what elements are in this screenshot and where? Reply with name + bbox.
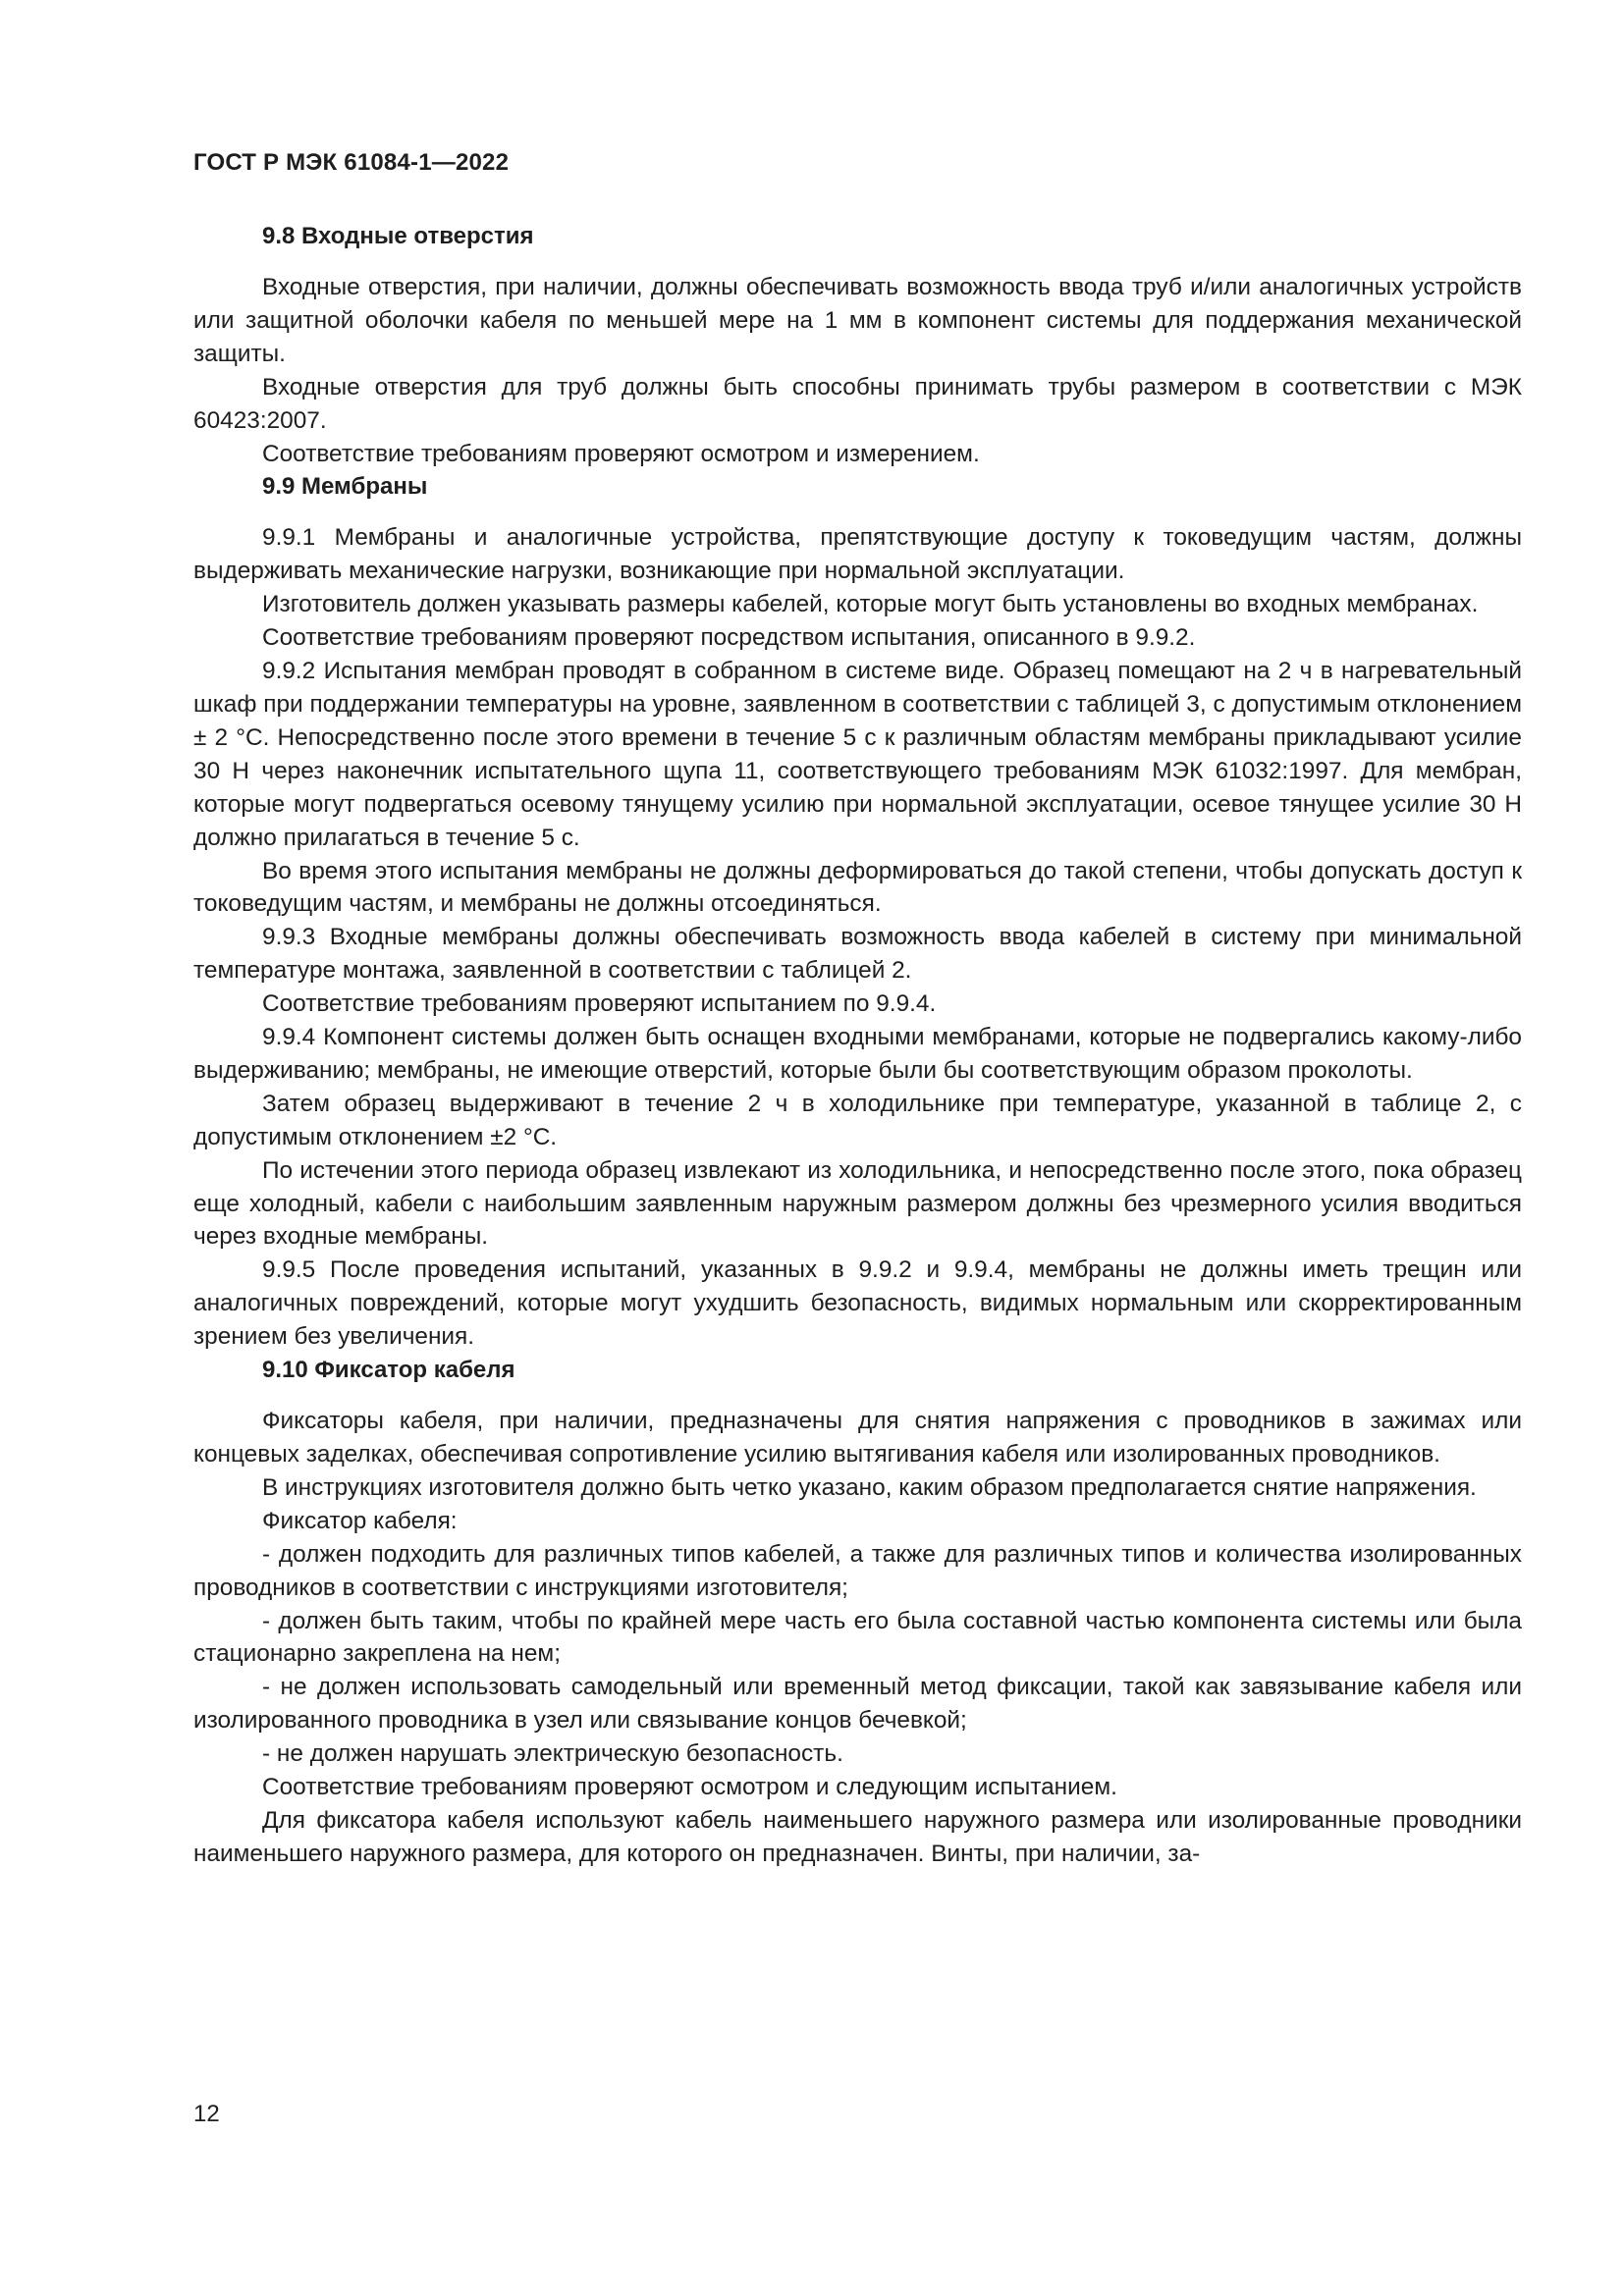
document-body bbox=[193, 220, 1522, 1871]
section-9-9 bbox=[193, 470, 1522, 1354]
document-header: ГОСТ Р МЭК 61084-1—2022 bbox=[193, 149, 510, 176]
list-item: - должен быть таким, чтобы по крайней мере часть его была составной частью компонента системы или была стационарно закреплена на нем; bbox=[193, 1607, 1522, 1668]
paragraph: 9.9.3 Входные мембраны должны обеспечивать возможность ввода кабелей в систему при минимальной температуре монтажа, заявленной в соответствии с таблицей 2. bbox=[193, 924, 1522, 985]
paragraph: 9.9.5 После проведения испытаний, указанных в 9.9.2 и 9.9.4, мембраны не должны иметь трещин или аналогичных повреждений, которые могут ухудшить безопасность, видимых нормальным или скорректированным зрением без увеличения. bbox=[193, 1256, 1522, 1351]
paragraph: Фиксаторы кабеля, при наличии, предназначены для снятия напряжения с проводников в зажимах или концевых заделках, обеспечивая сопротивление усилию вытягивания кабеля или изолированных проводников. bbox=[193, 1408, 1522, 1468]
paragraph: Фиксатор кабеля: bbox=[262, 1507, 458, 1534]
paragraph: Во время этого испытания мембраны не должны деформироваться до такой степени, чтобы допускать доступ к токоведущим частям, и мембраны не должны отсоединяться. bbox=[193, 857, 1522, 918]
list-item: - должен подходить для различных типов кабелей, а также для различных типов и количества изолированных проводников в соответствии с инструкциями изготовителя; bbox=[193, 1540, 1522, 1601]
paragraph: 9.9.1 Мембраны и аналогичные устройства, препятствующие доступу к токоведущим частям, должны выдерживать механические нагрузки, возникающие при нормальной эксплуатации. bbox=[193, 524, 1522, 585]
paragraph: Входные отверстия для труб должны быть способны принимать трубы размером в соответствии с МЭК 60423:2007. bbox=[193, 373, 1522, 434]
paragraph: Соответствие требованиям проверяют посредством испытания, описанного в 9.9.2. bbox=[262, 624, 1196, 652]
paragraph: Изготовитель должен указывать размеры кабелей, которые могут быть установлены во входных мембранах. bbox=[262, 591, 1479, 618]
paragraph: 9.9.2 Испытания мембран проводят в собранном в системе виде. Образец помещают на 2 ч в нагревательный шкаф при поддержании температуры на уровне, заявленном в соответствии с таблицей 3, с допустимым отклонением ± 2 °С. Непосредственно после этого времени в течение 5 с к различным областям мембраны прикладывают усилие 30 Н через наконечник испытательного щупа 11, соответствующего требованиям МЭК 61032:1997. Для мембран, которые могут подвергаться осевому тянущему усилию при нормальной эксплуатации, осевое тянущее усилие 30 Н должно прилагаться в течение 5 с. bbox=[193, 658, 1522, 851]
section-heading: 9.10 Фиксатор кабеля bbox=[262, 1357, 515, 1384]
list-item: - не должен нарушать электрическую безопасность. bbox=[262, 1740, 843, 1768]
list-item: - не должен использовать самодельный или временный метод фиксации, такой как завязывание кабеля или изолированного проводника в узел или связывание концов бечевкой; bbox=[193, 1674, 1522, 1735]
section-heading: 9.9 Мембраны bbox=[262, 473, 428, 501]
paragraph: В инструкциях изготовителя должно быть четко указано, каким образом предполагается снятие напряжения. bbox=[262, 1473, 1477, 1501]
paragraph: По истечении этого периода образец извлекают из холодильника, и непосредственно после этого, пока образец еще холодный, кабели с наибольшим заявленным наружным размером должны без чрезмерного усилия вводиться через входные мембраны. bbox=[193, 1156, 1522, 1251]
paragraph: Для фиксатора кабеля используют кабель наименьшего наружного размера или изолированные проводники наименьшего наружного размера, для которого он предназначен. Винты, при наличии, за- bbox=[193, 1806, 1522, 1867]
paragraph: Соответствие требованиям проверяют осмотром и следующим испытанием. bbox=[262, 1774, 1117, 1801]
paragraph: Соответствие требованиям проверяют осмотром и измерением. bbox=[262, 440, 980, 467]
section-9-8 bbox=[193, 220, 1522, 470]
paragraph: Входные отверстия, при наличии, должны обеспечивать возможность ввода труб и/или аналогичных устройств или защитной оболочки кабеля по меньшей мере на 1 мм в компонент системы для поддержания механической защиты. bbox=[193, 274, 1522, 367]
section-heading: 9.8 Входные отверстия bbox=[262, 223, 534, 249]
page-number: 12 bbox=[193, 2101, 220, 2127]
paragraph: 9.9.4 Компонент системы должен быть оснащен входными мембранами, которые не подвергались какому-либо выдерживанию; мембраны, не имеющие отверстий, которые были бы соответствующим образом проколоты. bbox=[193, 1024, 1522, 1084]
section-9-10 bbox=[193, 1354, 1522, 1871]
paragraph: Затем образец выдерживают в течение 2 ч в холодильнике при температуре, указанной в таблице 2, с допустимым отклонением ±2 °С. bbox=[193, 1090, 1522, 1150]
paragraph: Соответствие требованиям проверяют испытанием по 9.9.4. bbox=[262, 990, 937, 1018]
